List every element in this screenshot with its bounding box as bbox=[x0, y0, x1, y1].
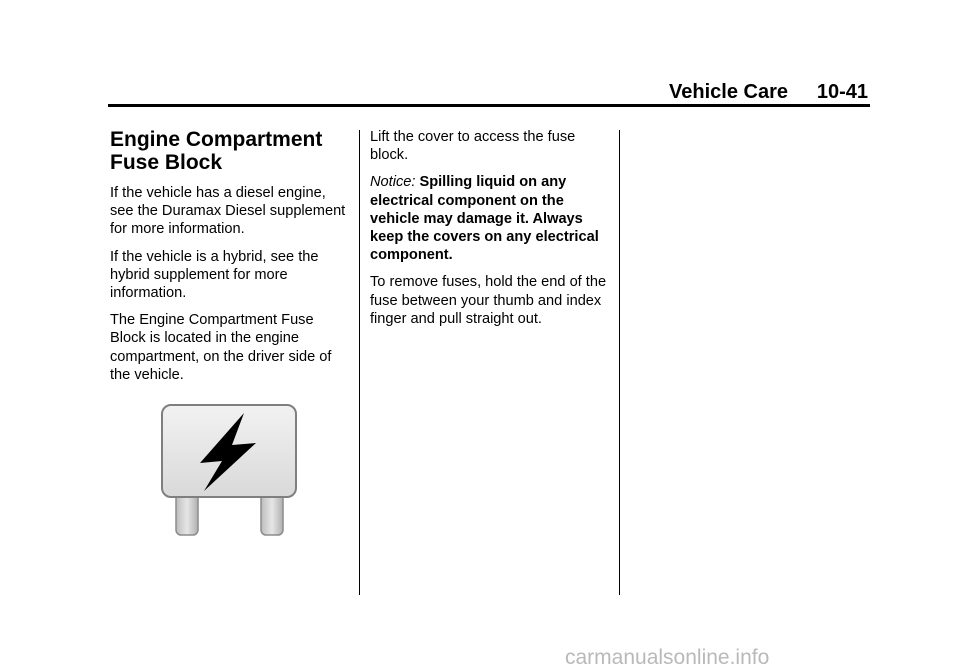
column-divider bbox=[619, 130, 620, 595]
watermark: carmanualsonline.info bbox=[565, 646, 770, 669]
notice-label: Notice: bbox=[370, 174, 416, 191]
paragraph: If the vehicle has a diesel engine, see the Duramax Diesel supplement for more information. bbox=[110, 185, 346, 238]
section-title-line: Engine Compartment bbox=[110, 128, 323, 151]
paragraph: Lift the cover to access the fuse block. bbox=[370, 129, 576, 164]
paragraph: To remove fuses, hold the end of the fuse between your thumb and index finger and pull straight out. bbox=[370, 274, 607, 327]
paragraph: If the vehicle is a hybrid, see the hybrid supplement for more information. bbox=[110, 248, 319, 302]
fuse-lightning-icon bbox=[160, 403, 298, 537]
page-header bbox=[108, 81, 870, 105]
section-title-line: Fuse Block bbox=[110, 151, 223, 174]
paragraph: The Engine Compartment Fuse Block is located in the engine compartment, on the driver side of the vehicle. bbox=[110, 312, 332, 383]
header-page-number: 10-41 bbox=[816, 81, 868, 103]
section-title bbox=[110, 128, 350, 174]
column-2 bbox=[370, 128, 610, 337]
header-rule bbox=[108, 104, 870, 107]
notice bbox=[370, 173, 610, 264]
header-section-title: Vehicle Care bbox=[669, 81, 788, 103]
column-1 bbox=[110, 128, 350, 393]
notice-text: Spilling liquid on any electrical component on the vehicle may damage it. Always keep the covers on any electrical component. bbox=[370, 174, 599, 264]
column-divider bbox=[359, 130, 360, 595]
